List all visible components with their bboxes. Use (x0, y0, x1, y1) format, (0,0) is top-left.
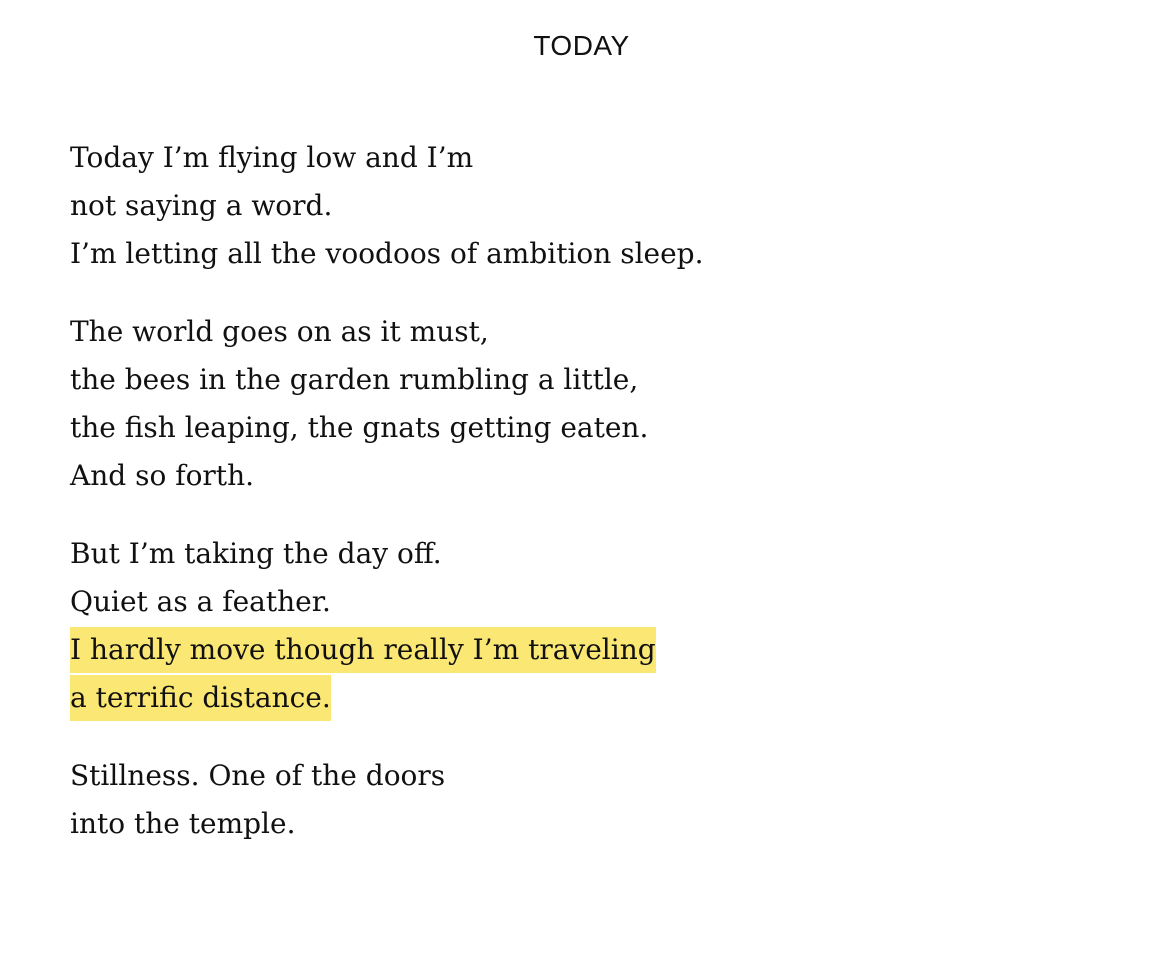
stanza-2 (70, 308, 970, 500)
poem-line[interactable] (70, 230, 970, 278)
line-text: not saying a word. (70, 189, 333, 222)
line-text: Today I’m flying low and I’m (70, 141, 474, 174)
stanza-3 (70, 530, 970, 722)
line-text: Stillness. One of the doors (70, 759, 446, 792)
poem-line[interactable] (70, 404, 970, 452)
line-text: into the temple. (70, 807, 296, 840)
poem-line[interactable] (70, 134, 970, 182)
poem-line[interactable] (70, 530, 970, 578)
line-text: I’m letting all the voodoos of ambition sleep. (70, 237, 704, 270)
poem-body (70, 134, 970, 878)
line-text: The world goes on as it must, (70, 315, 489, 348)
line-text: But I’m taking the day off. (70, 537, 442, 570)
poem-line[interactable] (70, 182, 970, 230)
poem-line-highlighted[interactable] (70, 674, 970, 722)
poem-line-highlighted[interactable] (70, 626, 970, 674)
poem-line[interactable] (70, 452, 970, 500)
line-text: the fish leaping, the gnats getting eaten. (70, 411, 649, 444)
highlighted-text: a terrific distance. (70, 675, 331, 721)
highlighted-text: I hardly move though really I’m traveling (70, 627, 656, 673)
line-text: Quiet as a feather. (70, 585, 331, 618)
poem-line[interactable] (70, 308, 970, 356)
stanza-4 (70, 752, 970, 848)
poem-line[interactable] (70, 800, 970, 848)
poem-line[interactable] (70, 356, 970, 404)
poem-line[interactable] (70, 578, 970, 626)
line-text: And so forth. (70, 459, 254, 492)
poem-line[interactable] (70, 752, 970, 800)
stanza-1 (70, 134, 970, 278)
page-title: TODAY (533, 30, 630, 61)
line-text: the bees in the garden rumbling a little, (70, 363, 639, 396)
